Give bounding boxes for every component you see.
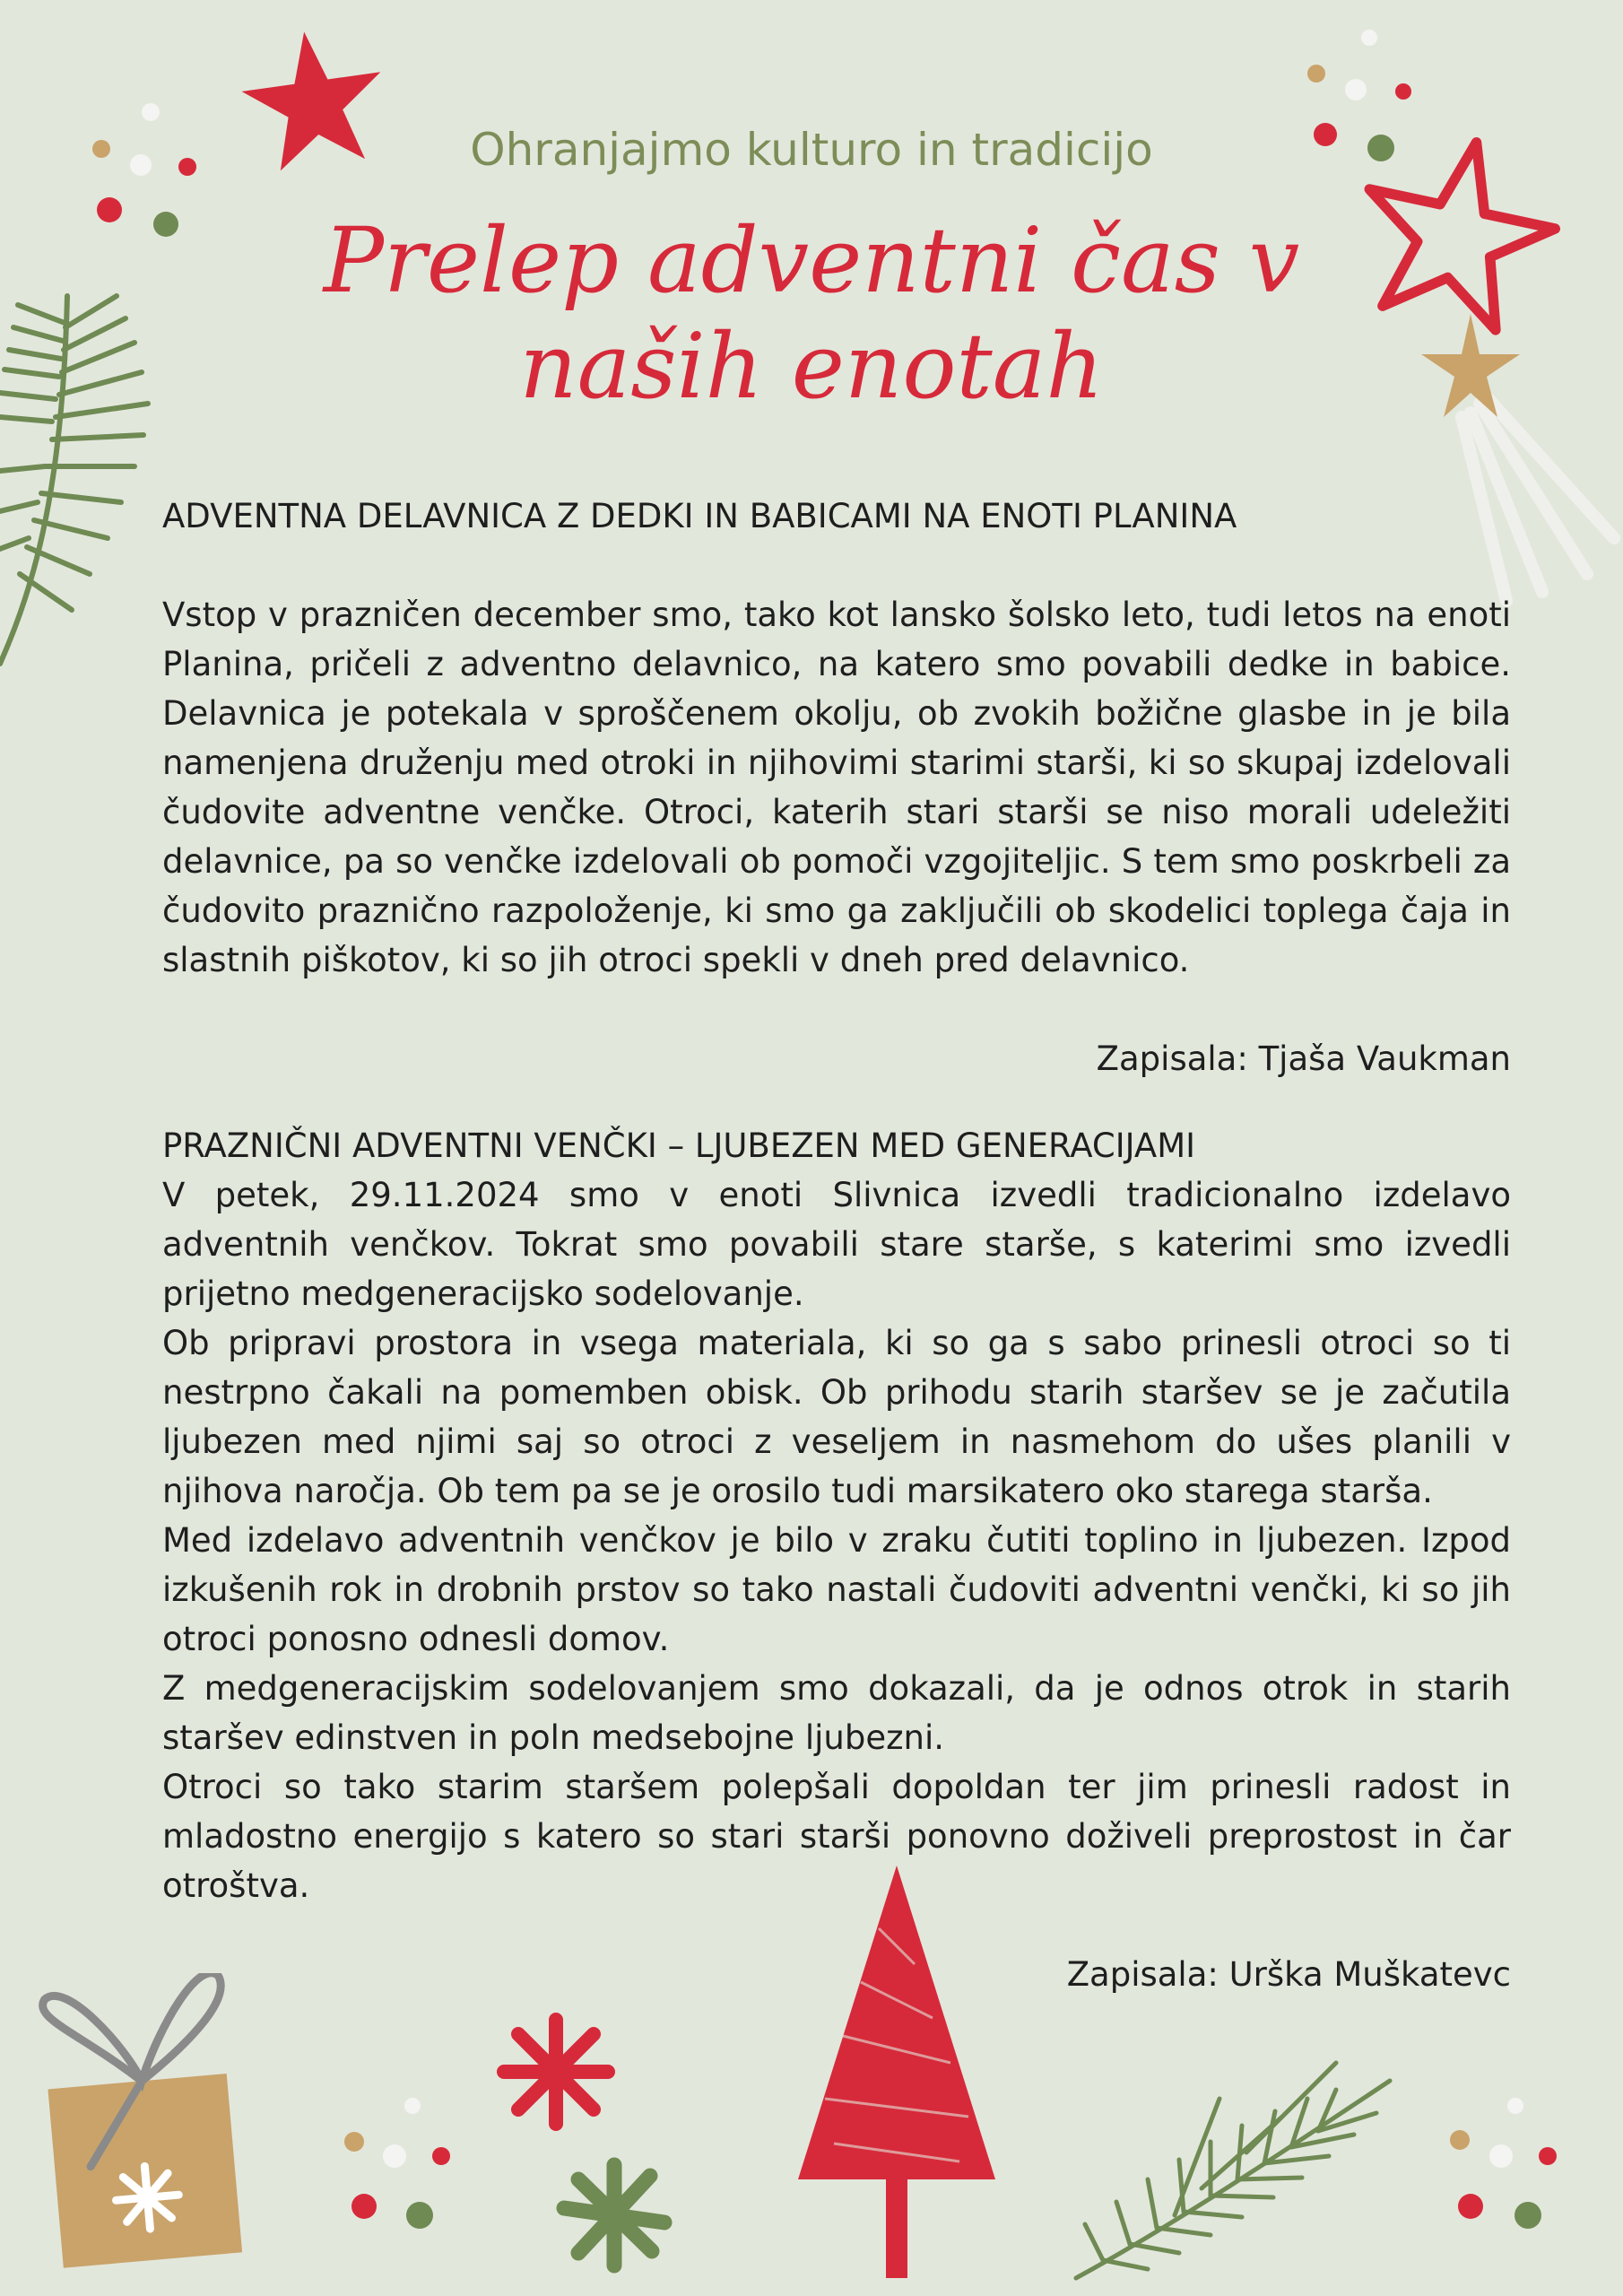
article1-heading: ADVENTNA DELAVNICA Z DEDKI IN BABICAMI NA ENOTI PLANINA: [162, 497, 1237, 535]
pine-branch-bottom-icon: [1067, 2045, 1399, 2287]
title-line-1: Prelep adventni čas v: [323, 208, 1300, 313]
dots-bottom-left: [332, 2081, 466, 2242]
article2-signature: Zapisala: Urška Muškatevc: [1066, 1955, 1511, 1994]
green-snowflake-icon: [551, 2152, 677, 2278]
red-snowflake-icon: [493, 2009, 619, 2135]
article2-paragraph: Ob pripravi prostora in vsega materiala, ki so ga s sabo prinesli otroci so ti nestrpno čakali na pomemben obisk. Ob prihodu starih staršev se je začutila ljubezen med njimi saj so otroci z veseljem in nasmehom do ušes planili v njihova naročja. Ob tem pa se je orosilo tudi marsikatero oko starega starša.: [162, 1324, 1511, 1510]
article2-paragraph: Otroci so tako starim staršem polepšali dopoldan ter jim prinesli radost in mladostno energijo s katero so stari starši ponovno doživeli preprostost in čar otroštva.: [162, 1768, 1511, 1905]
article-content: [162, 491, 1511, 1999]
page-title: [0, 208, 1623, 420]
gift-box-icon: [36, 1973, 260, 2278]
article2-heading: PRAZNIČNI ADVENTNI VENČKI – LJUBEZEN MED GENERACIJAMI: [162, 1126, 1196, 1165]
article2-paragraph: Z medgeneracijskim sodelovanjem smo dokazali, da je odnos otrok in starih staršev edinstven in poln medsebojne ljubezni.: [162, 1669, 1511, 1757]
page-subtitle: Ohranjajmo kulturo in tradicijo: [470, 124, 1153, 176]
title-line-2: naših enotah: [519, 314, 1104, 419]
dots-bottom-right: [1435, 2081, 1569, 2242]
article2-paragraph: Med izdelavo adventnih venčkov je bilo v zraku čutiti toplino in ljubezen. Izpod izkušenih rok in drobnih prstov so tako nastali čudoviti adventni venčki, ki so jih otroci ponosno odnesli domov.: [162, 1521, 1511, 1658]
article2-paragraph: V petek, 29.11.2024 smo v enoti Slivnica izvedli tradicionalno izdelavo adventnih venčkov. Tokrat smo povabili stare starše, s katerimi smo izvedli prijetno medgeneracijsko sodelovanje.: [162, 1176, 1511, 1313]
article1-signature: Zapisala: Tjaša Vaukman: [1096, 1039, 1511, 1078]
article1-body: Vstop v prazničen december smo, tako kot lansko šolsko leto, tudi letos na enoti Planina, pričeli z adventno delavnico, na katero smo povabili dedke in babice. Delavnica je potekala v sproščenem okolju, ob zvokih božične glasbe in je bila namenjena druženju med otroki in njihovimi starimi starši, ki so skupaj izdelovali čudovite adventne venčke. Otroci, katerih stari starši se niso morali udeležiti delavnice, pa so venčke izdelovali ob pomoči vzgojiteljic. S tem smo poskrbeli za čudovito praznično razpoloženje, ki smo ga zaključili ob skodelici toplega čaja in slastnih piškotov, ki so jih otroci spekli v dneh pred delavnico.: [162, 596, 1511, 979]
